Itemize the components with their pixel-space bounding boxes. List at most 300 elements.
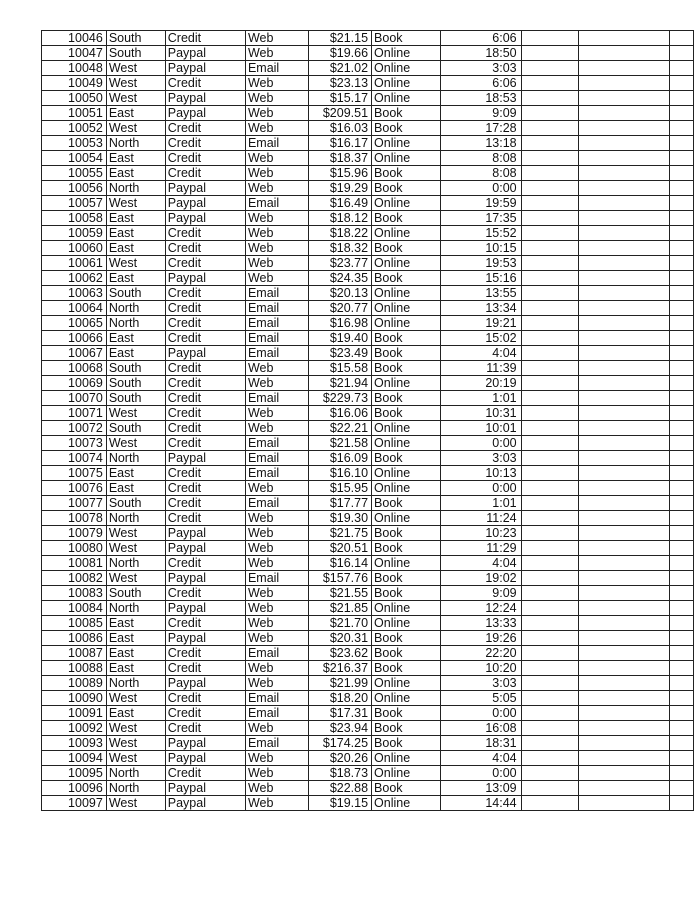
empty-cell[interactable] <box>669 31 693 46</box>
time-cell[interactable]: 1:01 <box>440 391 521 406</box>
empty-cell[interactable] <box>579 346 670 361</box>
empty-cell[interactable] <box>669 796 693 811</box>
channel-cell[interactable]: Email <box>245 391 308 406</box>
empty-cell[interactable] <box>521 286 578 301</box>
type-cell[interactable]: Online <box>372 61 441 76</box>
region-cell[interactable]: South <box>106 31 165 46</box>
channel-cell[interactable]: Web <box>245 751 308 766</box>
type-cell[interactable]: Online <box>372 796 441 811</box>
order-id-cell[interactable]: 10050 <box>42 91 107 106</box>
time-cell[interactable]: 6:06 <box>440 76 521 91</box>
order-id-cell[interactable]: 10058 <box>42 211 107 226</box>
empty-cell[interactable] <box>669 256 693 271</box>
order-id-cell[interactable]: 10073 <box>42 436 107 451</box>
amount-cell[interactable]: $16.98 <box>308 316 371 331</box>
amount-cell[interactable]: $21.55 <box>308 586 371 601</box>
time-cell[interactable]: 11:29 <box>440 541 521 556</box>
empty-cell[interactable] <box>669 361 693 376</box>
payment-cell[interactable]: Credit <box>165 31 245 46</box>
type-cell[interactable]: Online <box>372 676 441 691</box>
empty-cell[interactable] <box>669 211 693 226</box>
amount-cell[interactable]: $24.35 <box>308 271 371 286</box>
channel-cell[interactable]: Web <box>245 256 308 271</box>
order-id-cell[interactable]: 10053 <box>42 136 107 151</box>
empty-cell[interactable] <box>669 676 693 691</box>
type-cell[interactable]: Online <box>372 556 441 571</box>
region-cell[interactable]: East <box>106 151 165 166</box>
payment-cell[interactable]: Credit <box>165 316 245 331</box>
payment-cell[interactable]: Credit <box>165 616 245 631</box>
region-cell[interactable]: East <box>106 631 165 646</box>
region-cell[interactable]: North <box>106 781 165 796</box>
amount-cell[interactable]: $18.20 <box>308 691 371 706</box>
empty-cell[interactable] <box>669 226 693 241</box>
empty-cell[interactable] <box>579 46 670 61</box>
empty-cell[interactable] <box>521 751 578 766</box>
time-cell[interactable]: 18:31 <box>440 736 521 751</box>
payment-cell[interactable]: Credit <box>165 706 245 721</box>
amount-cell[interactable]: $19.66 <box>308 46 371 61</box>
channel-cell[interactable]: Web <box>245 376 308 391</box>
order-id-cell[interactable]: 10072 <box>42 421 107 436</box>
empty-cell[interactable] <box>669 181 693 196</box>
empty-cell[interactable] <box>579 181 670 196</box>
region-cell[interactable]: West <box>106 736 165 751</box>
empty-cell[interactable] <box>669 391 693 406</box>
amount-cell[interactable]: $20.77 <box>308 301 371 316</box>
order-id-cell[interactable]: 10071 <box>42 406 107 421</box>
time-cell[interactable]: 4:04 <box>440 346 521 361</box>
type-cell[interactable]: Book <box>372 451 441 466</box>
region-cell[interactable]: North <box>106 511 165 526</box>
region-cell[interactable]: East <box>106 616 165 631</box>
empty-cell[interactable] <box>521 241 578 256</box>
order-id-cell[interactable]: 10092 <box>42 721 107 736</box>
type-cell[interactable]: Book <box>372 166 441 181</box>
amount-cell[interactable]: $19.30 <box>308 511 371 526</box>
payment-cell[interactable]: Credit <box>165 511 245 526</box>
payment-cell[interactable]: Paypal <box>165 46 245 61</box>
channel-cell[interactable]: Web <box>245 91 308 106</box>
order-id-cell[interactable]: 10093 <box>42 736 107 751</box>
channel-cell[interactable]: Email <box>245 196 308 211</box>
region-cell[interactable]: East <box>106 211 165 226</box>
payment-cell[interactable]: Credit <box>165 76 245 91</box>
payment-cell[interactable]: Paypal <box>165 271 245 286</box>
time-cell[interactable]: 0:00 <box>440 766 521 781</box>
region-cell[interactable]: East <box>106 166 165 181</box>
payment-cell[interactable]: Credit <box>165 391 245 406</box>
region-cell[interactable]: West <box>106 196 165 211</box>
time-cell[interactable]: 17:35 <box>440 211 521 226</box>
empty-cell[interactable] <box>521 91 578 106</box>
empty-cell[interactable] <box>521 196 578 211</box>
empty-cell[interactable] <box>669 61 693 76</box>
order-id-cell[interactable]: 10047 <box>42 46 107 61</box>
empty-cell[interactable] <box>521 376 578 391</box>
region-cell[interactable]: South <box>106 496 165 511</box>
order-id-cell[interactable]: 10090 <box>42 691 107 706</box>
empty-cell[interactable] <box>669 136 693 151</box>
empty-cell[interactable] <box>669 151 693 166</box>
empty-cell[interactable] <box>669 76 693 91</box>
order-id-cell[interactable]: 10052 <box>42 121 107 136</box>
payment-cell[interactable]: Paypal <box>165 106 245 121</box>
empty-cell[interactable] <box>579 661 670 676</box>
amount-cell[interactable]: $15.95 <box>308 481 371 496</box>
channel-cell[interactable]: Email <box>245 286 308 301</box>
empty-cell[interactable] <box>579 286 670 301</box>
amount-cell[interactable]: $21.70 <box>308 616 371 631</box>
empty-cell[interactable] <box>521 766 578 781</box>
amount-cell[interactable]: $16.06 <box>308 406 371 421</box>
channel-cell[interactable]: Web <box>245 31 308 46</box>
region-cell[interactable]: East <box>106 226 165 241</box>
time-cell[interactable]: 16:08 <box>440 721 521 736</box>
empty-cell[interactable] <box>521 406 578 421</box>
order-id-cell[interactable]: 10049 <box>42 76 107 91</box>
empty-cell[interactable] <box>579 781 670 796</box>
region-cell[interactable]: West <box>106 256 165 271</box>
empty-cell[interactable] <box>521 736 578 751</box>
empty-cell[interactable] <box>579 331 670 346</box>
time-cell[interactable]: 5:05 <box>440 691 521 706</box>
empty-cell[interactable] <box>521 436 578 451</box>
type-cell[interactable]: Online <box>372 301 441 316</box>
region-cell[interactable]: North <box>106 766 165 781</box>
empty-cell[interactable] <box>669 121 693 136</box>
order-id-cell[interactable]: 10048 <box>42 61 107 76</box>
type-cell[interactable]: Book <box>372 391 441 406</box>
channel-cell[interactable]: Web <box>245 46 308 61</box>
payment-cell[interactable]: Paypal <box>165 211 245 226</box>
order-id-cell[interactable]: 10087 <box>42 646 107 661</box>
empty-cell[interactable] <box>521 136 578 151</box>
empty-cell[interactable] <box>521 121 578 136</box>
payment-cell[interactable]: Credit <box>165 226 245 241</box>
empty-cell[interactable] <box>579 406 670 421</box>
type-cell[interactable]: Book <box>372 31 441 46</box>
empty-cell[interactable] <box>521 346 578 361</box>
channel-cell[interactable]: Web <box>245 631 308 646</box>
amount-cell[interactable]: $16.09 <box>308 451 371 466</box>
payment-cell[interactable]: Credit <box>165 661 245 676</box>
region-cell[interactable]: West <box>106 751 165 766</box>
empty-cell[interactable] <box>669 751 693 766</box>
channel-cell[interactable]: Web <box>245 616 308 631</box>
empty-cell[interactable] <box>669 526 693 541</box>
empty-cell[interactable] <box>521 76 578 91</box>
amount-cell[interactable]: $21.15 <box>308 31 371 46</box>
time-cell[interactable]: 14:44 <box>440 796 521 811</box>
channel-cell[interactable]: Web <box>245 166 308 181</box>
amount-cell[interactable]: $23.13 <box>308 76 371 91</box>
payment-cell[interactable]: Credit <box>165 691 245 706</box>
type-cell[interactable]: Online <box>372 196 441 211</box>
empty-cell[interactable] <box>579 796 670 811</box>
payment-cell[interactable]: Paypal <box>165 796 245 811</box>
empty-cell[interactable] <box>669 286 693 301</box>
amount-cell[interactable]: $17.77 <box>308 496 371 511</box>
type-cell[interactable]: Online <box>372 466 441 481</box>
order-id-cell[interactable]: 10064 <box>42 301 107 316</box>
empty-cell[interactable] <box>521 361 578 376</box>
region-cell[interactable]: East <box>106 706 165 721</box>
order-id-cell[interactable]: 10054 <box>42 151 107 166</box>
amount-cell[interactable]: $21.99 <box>308 676 371 691</box>
channel-cell[interactable]: Email <box>245 331 308 346</box>
empty-cell[interactable] <box>521 166 578 181</box>
region-cell[interactable]: East <box>106 481 165 496</box>
time-cell[interactable]: 4:04 <box>440 556 521 571</box>
order-id-cell[interactable]: 10077 <box>42 496 107 511</box>
empty-cell[interactable] <box>521 586 578 601</box>
channel-cell[interactable]: Web <box>245 481 308 496</box>
order-id-cell[interactable]: 10069 <box>42 376 107 391</box>
region-cell[interactable]: North <box>106 676 165 691</box>
order-id-cell[interactable]: 10063 <box>42 286 107 301</box>
empty-cell[interactable] <box>579 646 670 661</box>
empty-cell[interactable] <box>521 421 578 436</box>
time-cell[interactable]: 18:50 <box>440 46 521 61</box>
empty-cell[interactable] <box>669 316 693 331</box>
empty-cell[interactable] <box>579 316 670 331</box>
payment-cell[interactable]: Paypal <box>165 196 245 211</box>
payment-cell[interactable]: Credit <box>165 436 245 451</box>
empty-cell[interactable] <box>521 31 578 46</box>
empty-cell[interactable] <box>669 586 693 601</box>
payment-cell[interactable]: Credit <box>165 421 245 436</box>
amount-cell[interactable]: $22.21 <box>308 421 371 436</box>
time-cell[interactable]: 15:52 <box>440 226 521 241</box>
empty-cell[interactable] <box>579 121 670 136</box>
channel-cell[interactable]: Email <box>245 301 308 316</box>
empty-cell[interactable] <box>579 166 670 181</box>
empty-cell[interactable] <box>669 736 693 751</box>
empty-cell[interactable] <box>521 256 578 271</box>
time-cell[interactable]: 0:00 <box>440 181 521 196</box>
empty-cell[interactable] <box>669 706 693 721</box>
empty-cell[interactable] <box>669 541 693 556</box>
time-cell[interactable]: 12:24 <box>440 601 521 616</box>
time-cell[interactable]: 13:09 <box>440 781 521 796</box>
payment-cell[interactable]: Credit <box>165 331 245 346</box>
time-cell[interactable]: 3:03 <box>440 676 521 691</box>
payment-cell[interactable]: Paypal <box>165 181 245 196</box>
type-cell[interactable]: Book <box>372 706 441 721</box>
empty-cell[interactable] <box>521 676 578 691</box>
time-cell[interactable]: 19:26 <box>440 631 521 646</box>
channel-cell[interactable]: Email <box>245 316 308 331</box>
channel-cell[interactable]: Email <box>245 136 308 151</box>
empty-cell[interactable] <box>579 76 670 91</box>
empty-cell[interactable] <box>579 226 670 241</box>
amount-cell[interactable]: $20.26 <box>308 751 371 766</box>
amount-cell[interactable]: $19.40 <box>308 331 371 346</box>
amount-cell[interactable]: $21.85 <box>308 601 371 616</box>
channel-cell[interactable]: Web <box>245 241 308 256</box>
empty-cell[interactable] <box>669 781 693 796</box>
order-id-cell[interactable]: 10083 <box>42 586 107 601</box>
empty-cell[interactable] <box>579 196 670 211</box>
empty-cell[interactable] <box>521 661 578 676</box>
empty-cell[interactable] <box>579 736 670 751</box>
time-cell[interactable]: 19:53 <box>440 256 521 271</box>
order-id-cell[interactable]: 10091 <box>42 706 107 721</box>
empty-cell[interactable] <box>521 331 578 346</box>
empty-cell[interactable] <box>669 511 693 526</box>
type-cell[interactable]: Online <box>372 46 441 61</box>
channel-cell[interactable]: Email <box>245 496 308 511</box>
region-cell[interactable]: West <box>106 61 165 76</box>
time-cell[interactable]: 0:00 <box>440 481 521 496</box>
region-cell[interactable]: South <box>106 286 165 301</box>
region-cell[interactable]: West <box>106 436 165 451</box>
empty-cell[interactable] <box>579 496 670 511</box>
empty-cell[interactable] <box>521 541 578 556</box>
payment-cell[interactable]: Credit <box>165 151 245 166</box>
channel-cell[interactable]: Email <box>245 451 308 466</box>
type-cell[interactable]: Online <box>372 691 441 706</box>
order-id-cell[interactable]: 10074 <box>42 451 107 466</box>
empty-cell[interactable] <box>669 661 693 676</box>
empty-cell[interactable] <box>579 631 670 646</box>
region-cell[interactable]: West <box>106 541 165 556</box>
empty-cell[interactable] <box>521 571 578 586</box>
payment-cell[interactable]: Credit <box>165 361 245 376</box>
empty-cell[interactable] <box>579 31 670 46</box>
empty-cell[interactable] <box>669 556 693 571</box>
order-id-cell[interactable]: 10079 <box>42 526 107 541</box>
type-cell[interactable]: Book <box>372 181 441 196</box>
order-id-cell[interactable]: 10065 <box>42 316 107 331</box>
amount-cell[interactable]: $174.25 <box>308 736 371 751</box>
empty-cell[interactable] <box>669 721 693 736</box>
empty-cell[interactable] <box>669 241 693 256</box>
empty-cell[interactable] <box>579 241 670 256</box>
amount-cell[interactable]: $21.58 <box>308 436 371 451</box>
region-cell[interactable]: East <box>106 331 165 346</box>
region-cell[interactable]: West <box>106 571 165 586</box>
empty-cell[interactable] <box>669 106 693 121</box>
region-cell[interactable]: South <box>106 376 165 391</box>
amount-cell[interactable]: $18.37 <box>308 151 371 166</box>
empty-cell[interactable] <box>521 496 578 511</box>
region-cell[interactable]: East <box>106 646 165 661</box>
channel-cell[interactable]: Web <box>245 421 308 436</box>
empty-cell[interactable] <box>669 766 693 781</box>
channel-cell[interactable]: Web <box>245 106 308 121</box>
payment-cell[interactable]: Credit <box>165 481 245 496</box>
amount-cell[interactable]: $23.49 <box>308 346 371 361</box>
channel-cell[interactable]: Web <box>245 121 308 136</box>
amount-cell[interactable]: $23.77 <box>308 256 371 271</box>
amount-cell[interactable]: $216.37 <box>308 661 371 676</box>
channel-cell[interactable]: Email <box>245 466 308 481</box>
time-cell[interactable]: 4:04 <box>440 751 521 766</box>
time-cell[interactable]: 15:16 <box>440 271 521 286</box>
type-cell[interactable]: Book <box>372 331 441 346</box>
type-cell[interactable]: Book <box>372 571 441 586</box>
type-cell[interactable]: Online <box>372 136 441 151</box>
time-cell[interactable]: 0:00 <box>440 436 521 451</box>
time-cell[interactable]: 10:01 <box>440 421 521 436</box>
empty-cell[interactable] <box>521 691 578 706</box>
empty-cell[interactable] <box>669 571 693 586</box>
channel-cell[interactable]: Web <box>245 511 308 526</box>
channel-cell[interactable]: Email <box>245 61 308 76</box>
type-cell[interactable]: Book <box>372 646 441 661</box>
order-id-cell[interactable]: 10046 <box>42 31 107 46</box>
type-cell[interactable]: Book <box>372 586 441 601</box>
type-cell[interactable]: Book <box>372 241 441 256</box>
region-cell[interactable]: East <box>106 346 165 361</box>
empty-cell[interactable] <box>579 271 670 286</box>
region-cell[interactable]: West <box>106 121 165 136</box>
payment-cell[interactable]: Paypal <box>165 61 245 76</box>
order-id-cell[interactable]: 10070 <box>42 391 107 406</box>
channel-cell[interactable]: Web <box>245 271 308 286</box>
payment-cell[interactable]: Paypal <box>165 631 245 646</box>
amount-cell[interactable]: $18.73 <box>308 766 371 781</box>
type-cell[interactable]: Book <box>372 736 441 751</box>
order-id-cell[interactable]: 10096 <box>42 781 107 796</box>
amount-cell[interactable]: $157.76 <box>308 571 371 586</box>
time-cell[interactable]: 11:24 <box>440 511 521 526</box>
region-cell[interactable]: West <box>106 721 165 736</box>
order-id-cell[interactable]: 10075 <box>42 466 107 481</box>
empty-cell[interactable] <box>579 691 670 706</box>
amount-cell[interactable]: $19.15 <box>308 796 371 811</box>
order-id-cell[interactable]: 10084 <box>42 601 107 616</box>
payment-cell[interactable]: Credit <box>165 376 245 391</box>
order-id-cell[interactable]: 10097 <box>42 796 107 811</box>
type-cell[interactable]: Book <box>372 526 441 541</box>
payment-cell[interactable]: Credit <box>165 466 245 481</box>
amount-cell[interactable]: $20.13 <box>308 286 371 301</box>
order-id-cell[interactable]: 10086 <box>42 631 107 646</box>
empty-cell[interactable] <box>669 196 693 211</box>
payment-cell[interactable]: Credit <box>165 496 245 511</box>
type-cell[interactable]: Online <box>372 316 441 331</box>
empty-cell[interactable] <box>669 406 693 421</box>
empty-cell[interactable] <box>521 211 578 226</box>
type-cell[interactable]: Book <box>372 781 441 796</box>
region-cell[interactable]: North <box>106 136 165 151</box>
empty-cell[interactable] <box>521 781 578 796</box>
type-cell[interactable]: Book <box>372 346 441 361</box>
order-id-cell[interactable]: 10066 <box>42 331 107 346</box>
time-cell[interactable]: 8:08 <box>440 166 521 181</box>
region-cell[interactable]: West <box>106 526 165 541</box>
region-cell[interactable]: West <box>106 91 165 106</box>
type-cell[interactable]: Book <box>372 211 441 226</box>
channel-cell[interactable]: Web <box>245 406 308 421</box>
empty-cell[interactable] <box>579 436 670 451</box>
time-cell[interactable]: 13:55 <box>440 286 521 301</box>
empty-cell[interactable] <box>579 106 670 121</box>
empty-cell[interactable] <box>579 481 670 496</box>
payment-cell[interactable]: Credit <box>165 646 245 661</box>
empty-cell[interactable] <box>521 706 578 721</box>
payment-cell[interactable]: Paypal <box>165 526 245 541</box>
empty-cell[interactable] <box>579 511 670 526</box>
empty-cell[interactable] <box>669 436 693 451</box>
type-cell[interactable]: Online <box>372 601 441 616</box>
empty-cell[interactable] <box>521 451 578 466</box>
channel-cell[interactable]: Email <box>245 706 308 721</box>
type-cell[interactable]: Book <box>372 631 441 646</box>
